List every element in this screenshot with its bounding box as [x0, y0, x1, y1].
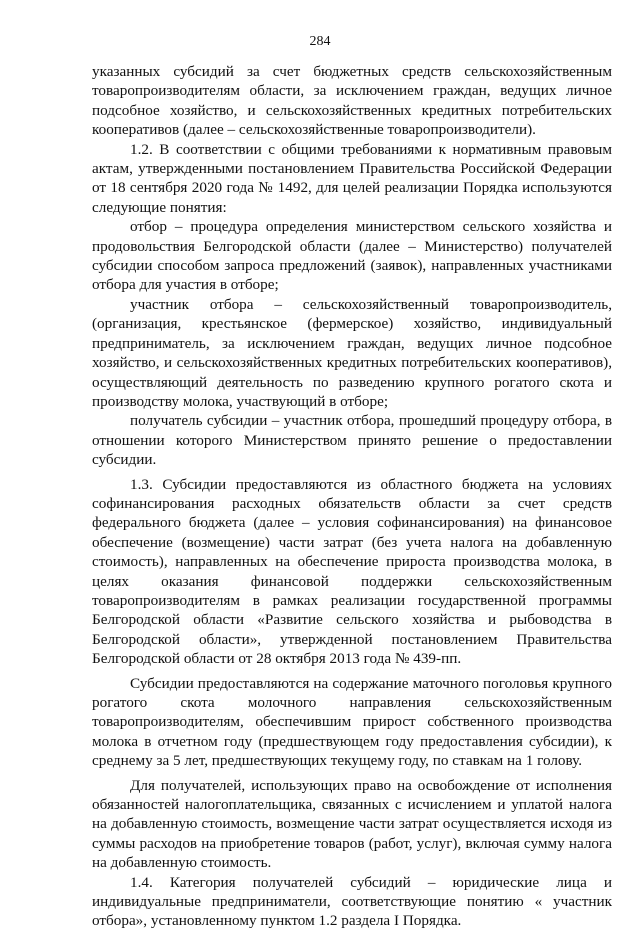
definition-participant: участник отбора – сельскохозяйственный товаропроизводитель, (организация, крестьянское (фермерское) хозяйство, индивидуальный предприниматель, за исключением граждан, ведущих личное подсобное хозяйство, и сельскохозяйственных кредитных потребительских кооперативов), осуществляющий деятельность по разведению крупного рогатого скота и производству молока, участвующий в отборе;	[92, 295, 612, 410]
paragraph-vat-exemption: Для получателей, использующих право на освобождение от исполнения обязанностей налогоплательщика, связанных с исчислением и уплатой налога на добавленную стоимость, возмещение части затрат осуществляется исходя из суммы расходов на приобретение товаров (работ, услуг), включая сумму налога на добавленную стоимость.	[92, 776, 612, 872]
definition-recipient: получатель субсидии – участник отбора, прошедший процедуру отбора, в отношении которого Министерством принято решение о предоставлении субсидии.	[92, 412, 612, 469]
paragraph-1-3: 1.3. Субсидии предоставляются из областного бюджета на условиях софинансирования расходных обязательств области за счет средств федерального бюджета (далее – условия софинансирования) на финансовое обеспечение (возмещение) части затрат (без учета налога на добавленную стоимость), направленных на обеспечение прироста производства молока, в целях оказания финансовой поддержки сельскохозяйственным товаропроизводителям в рамках реализации государственной программы Белгородской области «Развитие сельского хозяйства и рыбоводства в Белгородской области», утвержденной постановлением Правительства Белгородской области от 28 октября 2013 года № 439-пп.	[92, 475, 612, 668]
paragraph-subsidy-purpose: Субсидии предоставляются на содержание маточного поголовья крупного рогатого скота молочного направления сельскохозяйственным товаропроизводителям, обеспечившим прирост собственного производства молока в отчетном году (предшествующем году предоставления субсидии), к среднему за 5 лет, предшествующих текущему году, по ставкам на 1 голову.	[92, 674, 612, 770]
document-body	[92, 62, 612, 931]
paragraph-1-2: 1.2. В соответствии с общими требованиями к нормативным правовым актам, утвержденными постановлением Правительства Российской Федерации от 18 сентября 2020 года № 1492, для целей реализации Порядка используются следующие понятия:	[92, 140, 612, 216]
paragraph-continuation: указанных субсидий за счет бюджетных средств сельскохозяйственным товаропроизводителям области, за исключением граждан, ведущих личное подсобное хозяйство, и сельскохозяйственных кредитных потребительских кооперативов (далее – сельскохозяйственные товаропроизводители).	[92, 63, 612, 139]
definition-selection: отбор – процедура определения министерством сельского хозяйства и продовольствия Белгородской области (далее – Министерство) получателей субсидии способом запроса предложений (заявок), направленных участниками отбора для участия в отборе;	[92, 218, 612, 294]
paragraph-1-4: 1.4. Категория получателей субсидий – юридические лица и индивидуальные предприниматели, соответствующие понятию « участник отбора», установленному пунктом 1.2 раздела I Порядка.	[92, 873, 612, 930]
page-number: 284	[309, 34, 331, 49]
